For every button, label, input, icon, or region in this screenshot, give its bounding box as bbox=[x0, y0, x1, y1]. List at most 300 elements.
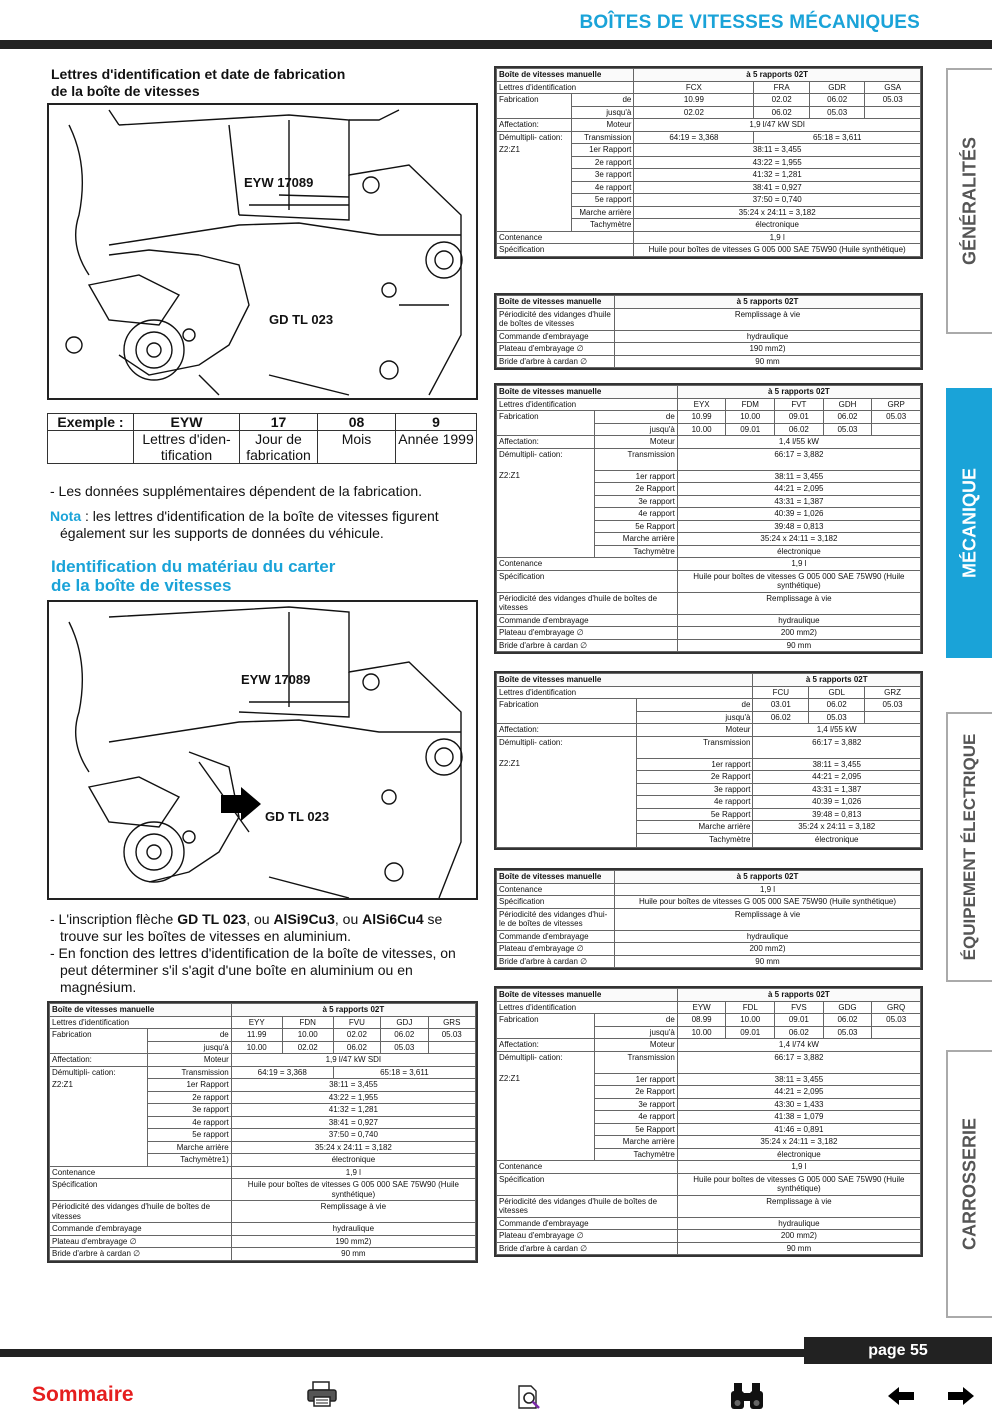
note-code-gdtl: GD TL 023 bbox=[177, 911, 247, 927]
cell-z-label: Z2:Z1 bbox=[50, 1079, 148, 1092]
code-cell: GRZ bbox=[865, 686, 921, 699]
example-head-4: 9 bbox=[396, 414, 477, 431]
cell-de-label: de bbox=[637, 699, 753, 712]
cell-per-label: Périodicité des vidanges d'huile de boîtes de vitesses bbox=[50, 1201, 232, 1223]
search-document-icon[interactable] bbox=[516, 1384, 544, 1410]
cell-plat-label: Plateau d'embrayage ∅ bbox=[50, 1235, 232, 1248]
cell-trans: 66:17 = 3,882 bbox=[677, 448, 920, 470]
cell-per: Remplissage à vie bbox=[231, 1201, 475, 1223]
nota-label: Nota bbox=[50, 508, 82, 524]
gear-label: 4e rapport bbox=[572, 181, 634, 194]
code-cell: GDH bbox=[823, 398, 872, 411]
cell-per: Remplissage à vie bbox=[677, 592, 920, 614]
ratio-cell: 44:21 = 2,095 bbox=[677, 483, 920, 496]
cell-cmd-label: Commande d'embrayage bbox=[497, 1217, 678, 1230]
cell-trans-label: Transmission bbox=[637, 736, 753, 758]
example-sub-1: Lettres d'iden- tification bbox=[134, 431, 240, 464]
note-code-alsi6: AlSi6Cu4 bbox=[362, 911, 424, 927]
date-cell: 10.00 bbox=[726, 1014, 775, 1027]
gear-label: 4e rapport bbox=[637, 796, 753, 809]
gear-label: 2e Rapport bbox=[594, 1086, 677, 1099]
cell-spec-label: Spécification bbox=[497, 244, 634, 257]
section-title-material bbox=[51, 557, 335, 595]
cell-tach-label: Tachymètre1) bbox=[148, 1154, 232, 1167]
ratio-cell: 41:46 = 0,891 bbox=[677, 1123, 920, 1136]
cell-cmd: hydraulique bbox=[231, 1223, 475, 1236]
cell-trans-label: Transmission bbox=[572, 131, 634, 144]
ratio-cell: 43:22 = 1,955 bbox=[634, 156, 921, 169]
gearbox-drawing-1 bbox=[49, 105, 476, 398]
cell-plat-label: Plateau d'embrayage ∅ bbox=[497, 627, 678, 640]
ratio-cell: 44:21 = 2,095 bbox=[677, 1086, 920, 1099]
cell-z-label: Z2:Z1 bbox=[497, 1073, 595, 1086]
date-cell: 06.02 bbox=[381, 1029, 428, 1042]
gearbox-drawing-2 bbox=[49, 602, 476, 898]
date-cell: 08.99 bbox=[677, 1014, 726, 1027]
cell-aff-label: Affectation: bbox=[497, 1039, 595, 1052]
ratio-cell: 37:50 = 0,740 bbox=[634, 194, 921, 207]
cell-cmd: hydraulique bbox=[677, 614, 920, 627]
example-sub-4: Année 1999 bbox=[396, 431, 477, 464]
material-code-label-1: GD TL 023 bbox=[269, 312, 334, 327]
date-cell bbox=[872, 423, 921, 436]
gearbox-code-label-2: EYW 17089 bbox=[241, 672, 311, 687]
cell-tach: électronique bbox=[634, 219, 921, 232]
example-head-0: Exemple : bbox=[48, 414, 134, 431]
cell-fab-label: Fabrication bbox=[497, 411, 595, 424]
spec-table-maintenance-1 bbox=[494, 293, 923, 370]
gear-label-reverse: Marche arrière bbox=[594, 1136, 677, 1149]
cell-dem-label: Démultipli- cation: bbox=[50, 1066, 148, 1079]
date-cell: 06.02 bbox=[823, 411, 872, 424]
cell-cmd-label: Commande d'embrayage bbox=[50, 1223, 232, 1236]
cell-aff-label: Affectation: bbox=[497, 119, 572, 132]
gear-label: 1er rapport bbox=[594, 470, 677, 483]
note-inscription-text-1: - L'inscription flèche bbox=[50, 911, 178, 927]
cell-bride-label: Bride d'arbre à cardan ∅ bbox=[497, 955, 615, 968]
gear-label: 1er rapport bbox=[637, 758, 753, 771]
cell-spec-label: Spécification bbox=[497, 570, 678, 592]
date-cell: 10.00 bbox=[231, 1041, 282, 1054]
gear-label: 3e rapport bbox=[594, 1098, 677, 1111]
example-head-2: 17 bbox=[240, 414, 318, 431]
cell-plat: 190 mm2) bbox=[615, 343, 921, 356]
cell-plat: 200 mm2) bbox=[677, 1230, 920, 1243]
date-cell: 06.02 bbox=[754, 106, 809, 119]
date-cell bbox=[872, 1026, 921, 1039]
date-cell: 09.01 bbox=[726, 423, 775, 436]
date-cell: 06.02 bbox=[333, 1041, 380, 1054]
section-title-identification bbox=[51, 66, 345, 100]
cell-per: Remplissage à vie bbox=[677, 1195, 920, 1217]
date-cell: 06.02 bbox=[753, 711, 809, 724]
code-cell: FCX bbox=[634, 81, 754, 94]
spec-table-eyy bbox=[47, 1001, 478, 1263]
nota-paragraph bbox=[50, 508, 478, 542]
gear-label: 5e rapport bbox=[148, 1129, 232, 1142]
gear-label: 4e rapport bbox=[148, 1116, 232, 1129]
cell-jusqua-label: jusqu'à bbox=[572, 106, 634, 119]
arrow-right-icon[interactable] bbox=[946, 1385, 976, 1407]
date-cell: 10.99 bbox=[634, 94, 754, 107]
cell-rapports: à 5 rapports 02T bbox=[615, 296, 921, 309]
gear-label: 3e rapport bbox=[148, 1104, 232, 1117]
ratio-cell: 38:11 = 3,455 bbox=[231, 1079, 475, 1092]
date-cell: 10.00 bbox=[726, 411, 775, 424]
cell-per-label: Périodicité des vidanges d'huile de boîtes de vitesses bbox=[497, 592, 678, 614]
date-cell: 05.03 bbox=[381, 1041, 428, 1054]
ratio-cell: 35:24 x 24:11 = 3,182 bbox=[677, 1136, 920, 1149]
code-cell: FDL bbox=[726, 1001, 775, 1014]
cell-cont-label: Contenance bbox=[497, 558, 678, 571]
spec-table-fcx bbox=[494, 66, 923, 259]
cell-bvm: Boîte de vitesses manuelle bbox=[497, 296, 615, 309]
gear-label: 5e Rapport bbox=[594, 1123, 677, 1136]
gear-label: 3e rapport bbox=[594, 495, 677, 508]
date-cell: 06.02 bbox=[823, 1014, 872, 1027]
cell-spec-label: Spécification bbox=[497, 1173, 678, 1195]
date-cell: 11.99 bbox=[231, 1029, 282, 1042]
cell-rapports: à 5 rapports 02T bbox=[634, 69, 921, 82]
date-cell: 09.01 bbox=[775, 1014, 824, 1027]
cell-dem-label: Démultipli- cation: bbox=[497, 448, 595, 470]
cell-jusqua-label: jusqu'à bbox=[637, 711, 753, 724]
cell-lid-label: Lettres d'identification bbox=[50, 1016, 232, 1029]
cell-trans-label: Transmission bbox=[594, 448, 677, 470]
ratio-cell: 43:30 = 1,433 bbox=[677, 1098, 920, 1111]
code-cell: GDL bbox=[809, 686, 865, 699]
section2-title-line1: Identification du matériau du carter bbox=[51, 557, 336, 576]
cell-moteur: 1,4 l/55 kW bbox=[753, 724, 921, 737]
cell-bride: 90 mm bbox=[615, 355, 921, 368]
ratio-cell: 40:39 = 1,026 bbox=[677, 508, 920, 521]
code-cell: GDG bbox=[823, 1001, 872, 1014]
nota-text: : les lettres d'identification de la boîte de vitesses figurent également sur les supports de données du véhicule. bbox=[60, 508, 439, 541]
ratio-cell: 38:41 = 0,927 bbox=[634, 181, 921, 194]
cell-cmd: hydraulique bbox=[677, 1217, 920, 1230]
cell-trans-label: Transmission bbox=[148, 1066, 232, 1079]
cell-aff-label: Affectation: bbox=[50, 1054, 148, 1067]
date-cell: 10.00 bbox=[677, 423, 726, 436]
code-cell: FDN bbox=[282, 1016, 333, 1029]
cell-spec-label: Spécification bbox=[50, 1179, 232, 1201]
cell-bvm: Boîte de vitesses manuelle bbox=[497, 674, 753, 687]
cell-bride: 90 mm bbox=[677, 1242, 920, 1255]
cell-tach: électronique bbox=[677, 545, 920, 558]
date-cell: 10.00 bbox=[282, 1029, 333, 1042]
cell-moteur-label: Moteur bbox=[637, 724, 753, 737]
cell-rapports: à 5 rapports 02T bbox=[753, 674, 921, 687]
ratio-cell: 35:24 x 24:11 = 3,182 bbox=[231, 1141, 475, 1154]
code-cell: FCU bbox=[753, 686, 809, 699]
gear-label: 5e Rapport bbox=[594, 520, 677, 533]
section-title-line2: de la boîte de vitesses bbox=[51, 83, 200, 99]
gear-label: 2e rapport bbox=[148, 1091, 232, 1104]
date-cell: 06.02 bbox=[775, 423, 824, 436]
example-head-3: 08 bbox=[318, 414, 396, 431]
cell-plat-label: Plateau d'embrayage ∅ bbox=[497, 943, 615, 956]
cell-plat-label: Plateau d'embrayage ∅ bbox=[497, 343, 615, 356]
cell-bvm: Boîte de vitesses manuelle bbox=[497, 69, 634, 82]
example-sub-2: Jour de fabrication bbox=[240, 431, 318, 464]
code-cell: FVU bbox=[333, 1016, 380, 1029]
arrow-left-icon[interactable] bbox=[886, 1385, 916, 1407]
cell-cont: 1,9 l bbox=[677, 1161, 920, 1174]
gear-label: 1er rapport bbox=[594, 1073, 677, 1086]
spec-table-fcu bbox=[494, 671, 923, 850]
cell-trans: 66:17 = 3,882 bbox=[677, 1051, 920, 1073]
cell-trans: 64:19 = 3,368 bbox=[634, 131, 754, 144]
cell-cont: 1,9 l bbox=[634, 231, 921, 244]
ratio-cell: 35:24 x 24:11 = 3,182 bbox=[634, 206, 921, 219]
note-inscription-text-2: , ou bbox=[246, 911, 274, 927]
spec-table-eyx bbox=[494, 383, 923, 654]
cell-lid-label: Lettres d'identification bbox=[497, 686, 753, 699]
ratio-cell: 43:22 = 1,955 bbox=[231, 1091, 475, 1104]
cell-plat: 200 mm2) bbox=[615, 943, 921, 956]
cell-per-label: Périodicité des vidanges d'huile de boîtes de vitesses bbox=[497, 1195, 678, 1217]
cell-z-label: Z2:Z1 bbox=[497, 470, 595, 483]
note-aluminium-magnesium: - En fonction des lettres d'identification de la boîte de vitesses, on peut déterminer s'il s'agit d'une boîte en aluminium ou en magnésium. bbox=[50, 945, 456, 995]
cell-plat: 190 mm2) bbox=[231, 1235, 475, 1248]
cell-spec: Huile pour boîtes de vitesses G 005 000 SAE 75W90 (Huile synthétique) bbox=[615, 896, 921, 909]
tab-generalites[interactable] bbox=[946, 68, 992, 334]
date-cell: 09.01 bbox=[726, 1026, 775, 1039]
code-cell: EYX bbox=[677, 398, 726, 411]
cell-z-label: Z2:Z1 bbox=[497, 758, 637, 771]
spec-table-maintenance-2 bbox=[494, 868, 923, 970]
material-code-label-2: GD TL 023 bbox=[265, 809, 330, 824]
cell-lid-label: Lettres d'identification bbox=[497, 398, 678, 411]
ratio-cell: 38:11 = 3,455 bbox=[677, 1073, 920, 1086]
cell-dem-label: Démultipli- cation: bbox=[497, 736, 637, 758]
code-cell: GRQ bbox=[872, 1001, 921, 1014]
note-inscription-text-4: se trouve sur les boîtes de vitesses en aluminium. bbox=[60, 911, 443, 944]
note-inscription bbox=[50, 911, 478, 945]
gearbox-figure-1 bbox=[47, 103, 478, 400]
sommaire-link[interactable]: Sommaire bbox=[32, 1383, 134, 1406]
code-cell: GRS bbox=[428, 1016, 475, 1029]
binoculars-icon[interactable] bbox=[728, 1381, 766, 1411]
ratio-cell: 37:50 = 0,740 bbox=[231, 1129, 475, 1142]
cell-moteur: 1,9 l/47 kW SDI bbox=[231, 1054, 475, 1067]
cell-de-label: de bbox=[148, 1029, 232, 1042]
cell-per: Remplissage à vie bbox=[615, 908, 921, 930]
spec-table-eyw bbox=[494, 986, 923, 1257]
gear-label: 5e Rapport bbox=[637, 808, 753, 821]
printer-icon[interactable] bbox=[306, 1380, 338, 1408]
example-head-1: EYW bbox=[134, 414, 240, 431]
ratio-cell: 41:32 = 1,281 bbox=[634, 169, 921, 182]
date-cell: 05.03 bbox=[823, 1026, 872, 1039]
ratio-cell: 38:41 = 0,927 bbox=[231, 1116, 475, 1129]
cell-lid-label: Lettres d'identification bbox=[497, 81, 634, 94]
cell-trans: 64:19 = 3,368 bbox=[231, 1066, 333, 1079]
ratio-cell: 38:11 = 3,455 bbox=[677, 470, 920, 483]
code-cell: FRA bbox=[754, 81, 809, 94]
cell-plat-label: Plateau d'embrayage ∅ bbox=[497, 1230, 678, 1243]
cell-cmd-label: Commande d'embrayage bbox=[497, 930, 615, 943]
note-code-alsi9: AlSi9Cu3 bbox=[273, 911, 335, 927]
ratio-cell: 44:21 = 2,095 bbox=[753, 771, 921, 784]
cell-bvm: Boîte de vitesses manuelle bbox=[497, 871, 615, 884]
gear-label: 1er Rapport bbox=[148, 1079, 232, 1092]
date-cell: 06.02 bbox=[809, 699, 865, 712]
date-cell: 05.03 bbox=[872, 411, 921, 424]
page-number: page 55 bbox=[804, 1337, 992, 1364]
example-sub-0 bbox=[48, 431, 134, 464]
cell-jusqua-label: jusqu'à bbox=[594, 423, 677, 436]
gear-label: 5e rapport bbox=[572, 194, 634, 207]
gear-label: 2e rapport bbox=[572, 156, 634, 169]
cell-aff-label: Affectation: bbox=[497, 436, 595, 449]
date-cell: 09.01 bbox=[775, 411, 824, 424]
cell-moteur: 1,4 l/74 kW bbox=[677, 1039, 920, 1052]
cell-cmd-label: Commande d'embrayage bbox=[497, 614, 678, 627]
note-inscription-text-3: , ou bbox=[334, 911, 363, 927]
date-cell: 05.03 bbox=[872, 1014, 921, 1027]
cell-per-label: Périodicité des vidanges d'hui- le de boîtes de vitesses bbox=[497, 908, 615, 930]
date-cell: 02.02 bbox=[282, 1041, 333, 1054]
cell-tach-label: Tachymètre bbox=[637, 833, 753, 847]
cell-trans: 65:18 = 3,611 bbox=[754, 131, 921, 144]
cell-spec: Huile pour boîtes de vitesses G 005 000 SAE 75W90 (Huile synthétique) bbox=[677, 570, 920, 592]
cell-cont-label: Contenance bbox=[497, 883, 615, 896]
cell-trans-label: Transmission bbox=[594, 1051, 677, 1073]
cell-bride: 90 mm bbox=[615, 955, 921, 968]
date-cell: 05.03 bbox=[865, 699, 921, 712]
cell-jusqua-label: jusqu'à bbox=[594, 1026, 677, 1039]
cell-moteur: 1,9 l/47 kW SDI bbox=[634, 119, 921, 132]
cell-moteur-label: Moteur bbox=[148, 1054, 232, 1067]
code-cell: GSA bbox=[865, 81, 921, 94]
cell-cmd: hydraulique bbox=[615, 330, 921, 343]
cell-cont: 1,9 l bbox=[615, 883, 921, 896]
code-cell: GDJ bbox=[381, 1016, 428, 1029]
cell-cont: 1,9 l bbox=[677, 558, 920, 571]
date-cell: 10.00 bbox=[677, 1026, 726, 1039]
cell-bride: 90 mm bbox=[677, 639, 920, 652]
tab-carrosserie[interactable] bbox=[946, 1050, 992, 1318]
cell-bride: 90 mm bbox=[231, 1248, 475, 1261]
cell-bride-label: Bride d'arbre à cardan ∅ bbox=[497, 639, 678, 652]
date-cell: 05.03 bbox=[823, 423, 872, 436]
cell-fab-label: Fabrication bbox=[497, 1014, 595, 1027]
cell-cont-label: Contenance bbox=[497, 1161, 678, 1174]
gear-label: 2e Rapport bbox=[594, 483, 677, 496]
gear-label-reverse: Marche arrière bbox=[594, 533, 677, 546]
example-sub-3: Mois bbox=[318, 431, 396, 464]
date-cell: 05.03 bbox=[428, 1029, 475, 1042]
date-cell bbox=[865, 711, 921, 724]
cell-spec: Huile pour boîtes de vitesses G 005 000 SAE 75W90 (Huile synthétique) bbox=[634, 244, 921, 257]
cell-fab-label: Fabrication bbox=[497, 94, 572, 107]
ratio-cell: 35:24 x 24:11 = 3,182 bbox=[753, 821, 921, 834]
cell-fab-label: Fabrication bbox=[50, 1029, 148, 1042]
date-cell: 05.03 bbox=[809, 106, 864, 119]
date-cell: 05.03 bbox=[865, 94, 921, 107]
cell-fab-label: Fabrication bbox=[497, 699, 637, 712]
ratio-cell: 41:38 = 1,079 bbox=[677, 1111, 920, 1124]
ratio-cell: 39:48 = 0,813 bbox=[677, 520, 920, 533]
ratio-cell: 35:24 x 24:11 = 3,182 bbox=[677, 533, 920, 546]
cell-lid-label: Lettres d'identification bbox=[497, 1001, 678, 1014]
cell-per-label: Périodicité des vidanges d'huile de boîtes de vitesses bbox=[497, 308, 615, 330]
cell-rapports: à 5 rapports 02T bbox=[677, 386, 920, 399]
cell-de-label: de bbox=[572, 94, 634, 107]
cell-per: Remplissage à vie bbox=[615, 308, 921, 330]
date-cell bbox=[428, 1041, 475, 1054]
cell-tach: électronique bbox=[231, 1154, 475, 1167]
ratio-cell: 38:11 = 3,455 bbox=[634, 144, 921, 157]
gear-label: 4e rapport bbox=[594, 508, 677, 521]
ratio-cell: 41:32 = 1,281 bbox=[231, 1104, 475, 1117]
date-cell: 03.01 bbox=[753, 699, 809, 712]
code-cell: FDM bbox=[726, 398, 775, 411]
cell-cont-label: Contenance bbox=[50, 1166, 232, 1179]
cell-aff-label: Affectation: bbox=[497, 724, 637, 737]
gear-label-reverse: Marche arrière bbox=[637, 821, 753, 834]
tab-mecanique-label: MÉCANIQUE bbox=[959, 467, 980, 579]
gearbox-code-label-1: EYW 17089 bbox=[244, 175, 314, 190]
cell-moteur-label: Moteur bbox=[594, 1039, 677, 1052]
cell-cont-label: Contenance bbox=[497, 231, 634, 244]
cell-bride-label: Bride d'arbre à cardan ∅ bbox=[497, 1242, 678, 1255]
cell-z-label: Z2:Z1 bbox=[497, 144, 572, 157]
gearbox-figure-2 bbox=[47, 600, 478, 900]
cell-de-label: de bbox=[594, 1014, 677, 1027]
gear-label: 2e Rapport bbox=[637, 771, 753, 784]
cell-moteur: 1,4 l/55 kW bbox=[677, 436, 920, 449]
cell-spec-label: Spécification bbox=[497, 896, 615, 909]
section2-title-line2: de la boîte de vitesses bbox=[51, 576, 232, 595]
gear-label: 3e rapport bbox=[637, 783, 753, 796]
date-cell: 02.02 bbox=[754, 94, 809, 107]
cell-bride-label: Bride d'arbre à cardan ∅ bbox=[50, 1248, 232, 1261]
gear-label: 1er Rapport bbox=[572, 144, 634, 157]
date-cell: 02.02 bbox=[634, 106, 754, 119]
cell-tach: électronique bbox=[677, 1148, 920, 1161]
code-cell: GRP bbox=[872, 398, 921, 411]
cell-tach-label: Tachymètre bbox=[594, 545, 677, 558]
date-cell: 06.02 bbox=[775, 1026, 824, 1039]
section-title-line1: Lettres d'identification et date de fabrication bbox=[51, 66, 346, 82]
gear-label: 3e rapport bbox=[572, 169, 634, 182]
cell-dem-label: Démultipli- cation: bbox=[497, 131, 572, 144]
cell-plat: 200 mm2) bbox=[677, 627, 920, 640]
ratio-cell: 38:11 = 3,455 bbox=[753, 758, 921, 771]
code-cell: EYY bbox=[231, 1016, 282, 1029]
cell-rapports: à 5 rapports 02T bbox=[677, 989, 920, 1002]
page-header-title: BOÎTES DE VITESSES MÉCANIQUES bbox=[579, 12, 920, 33]
example-table bbox=[47, 413, 477, 464]
cell-jusqua-label: jusqu'à bbox=[148, 1041, 232, 1054]
header-bar bbox=[0, 40, 992, 49]
cell-cont: 1,9 l bbox=[231, 1166, 475, 1179]
code-cell: FVS bbox=[775, 1001, 824, 1014]
tab-equipement-electrique[interactable] bbox=[946, 712, 992, 982]
gear-label-reverse: Marche arrière bbox=[148, 1141, 232, 1154]
cell-rapports: à 5 rapports 02T bbox=[615, 871, 921, 884]
tab-equipement-label: ÉQUIPEMENT ÉLECTRIQUE bbox=[960, 733, 979, 961]
cell-spec: Huile pour boîtes de vitesses G 005 000 SAE 75W90 (Huile synthétique) bbox=[677, 1173, 920, 1195]
code-cell: FVT bbox=[775, 398, 824, 411]
gear-label: 4e rapport bbox=[594, 1111, 677, 1124]
tab-mecanique[interactable] bbox=[946, 388, 992, 658]
cell-rapports: à 5 rapports 02T bbox=[231, 1004, 475, 1017]
cell-bvm: Boîte de vitesses manuelle bbox=[497, 989, 678, 1002]
date-cell: 02.02 bbox=[333, 1029, 380, 1042]
